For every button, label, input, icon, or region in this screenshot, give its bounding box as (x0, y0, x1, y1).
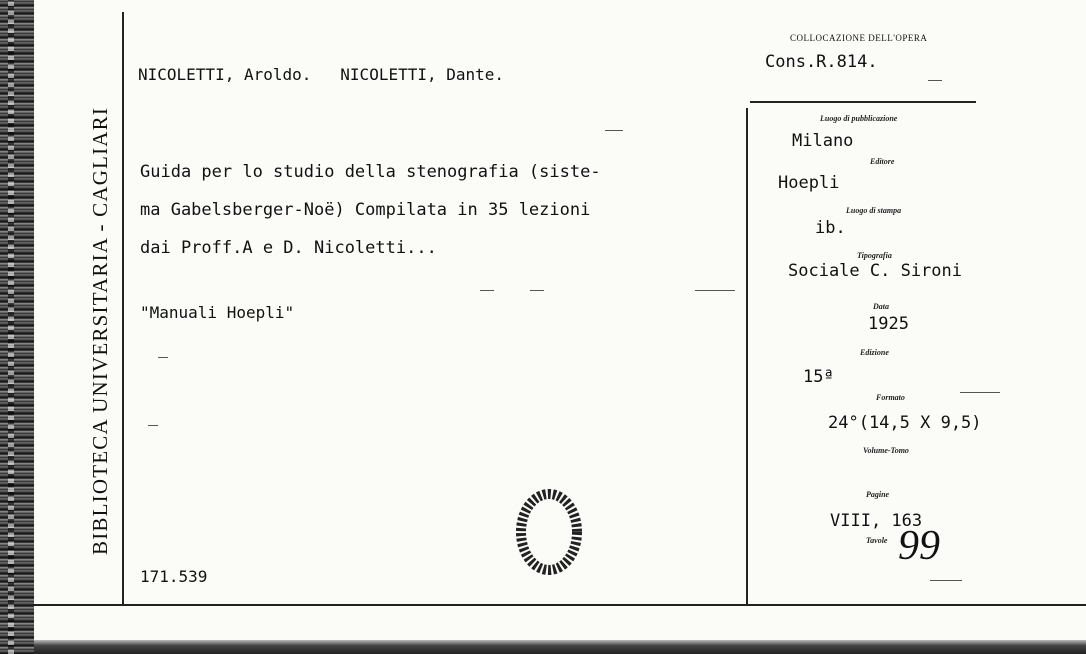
rule-mark (605, 130, 623, 131)
publisher-value: Hoepli (778, 173, 840, 193)
pages-value: VIII, 163 (830, 511, 923, 531)
edition-value: 15ª (803, 367, 834, 387)
library-name: BIBLIOTECA UNIVERSITARIA - CAGLIARI (88, 106, 112, 555)
rule-mark (158, 357, 168, 358)
details-box-left-line (746, 108, 748, 604)
card-left-edge (0, 0, 34, 654)
pages-label: Pagine (866, 490, 890, 499)
place-value: Milano (792, 131, 854, 151)
inventory-number: 171.539 (140, 567, 208, 586)
rule-mark (530, 290, 544, 291)
rule-mark (695, 290, 735, 291)
rule-mark (960, 392, 1000, 393)
date-value: 1925 (868, 314, 909, 334)
title-line-1: Guida per lo studio della stenografia (siste- (140, 162, 601, 182)
place-label: Luogo di pubblicazione (820, 114, 898, 123)
series-note: "Manuali Hoepli" (140, 303, 295, 322)
handwritten-note: 99 (898, 523, 940, 569)
print-place-value: ib. (815, 218, 846, 238)
rule-mark (930, 580, 962, 581)
edition-label: Edizione (860, 348, 889, 357)
print-place-label: Luogo di stampa (846, 206, 902, 215)
publisher-label: Editore (870, 157, 895, 166)
left-margin-line (122, 12, 124, 604)
format-label: Formato (876, 393, 905, 402)
date-label: Data (873, 302, 889, 311)
title-line-2: ma Gabelsberger-Noë) Compilata in 35 lezioni (140, 200, 591, 220)
card-bottom-edge (34, 640, 1086, 654)
printer-label: Tipografia (857, 251, 892, 260)
rule-mark (148, 425, 158, 426)
printer-value: Sociale C. Sironi (788, 261, 962, 281)
title-line-3: dai Proff.A e D. Nicoletti... (140, 238, 437, 258)
shelfmark-value: Cons.R.814. (765, 52, 878, 72)
details-box-top-line (750, 101, 976, 103)
rule-mark (928, 80, 942, 81)
rule-mark (480, 290, 494, 291)
card-bottom-line (34, 604, 1086, 606)
shelfmark-heading: COLLOCAZIONE DELL'OPERA (790, 33, 928, 43)
author-heading: NICOLETTI, Aroldo. NICOLETTI, Dante. (138, 65, 505, 84)
volume-label: Volume-Tomo (863, 446, 909, 455)
format-value: 24°(14,5 X 9,5) (828, 413, 982, 433)
plates-label: Tavole (866, 536, 888, 545)
library-stamp (512, 488, 586, 576)
